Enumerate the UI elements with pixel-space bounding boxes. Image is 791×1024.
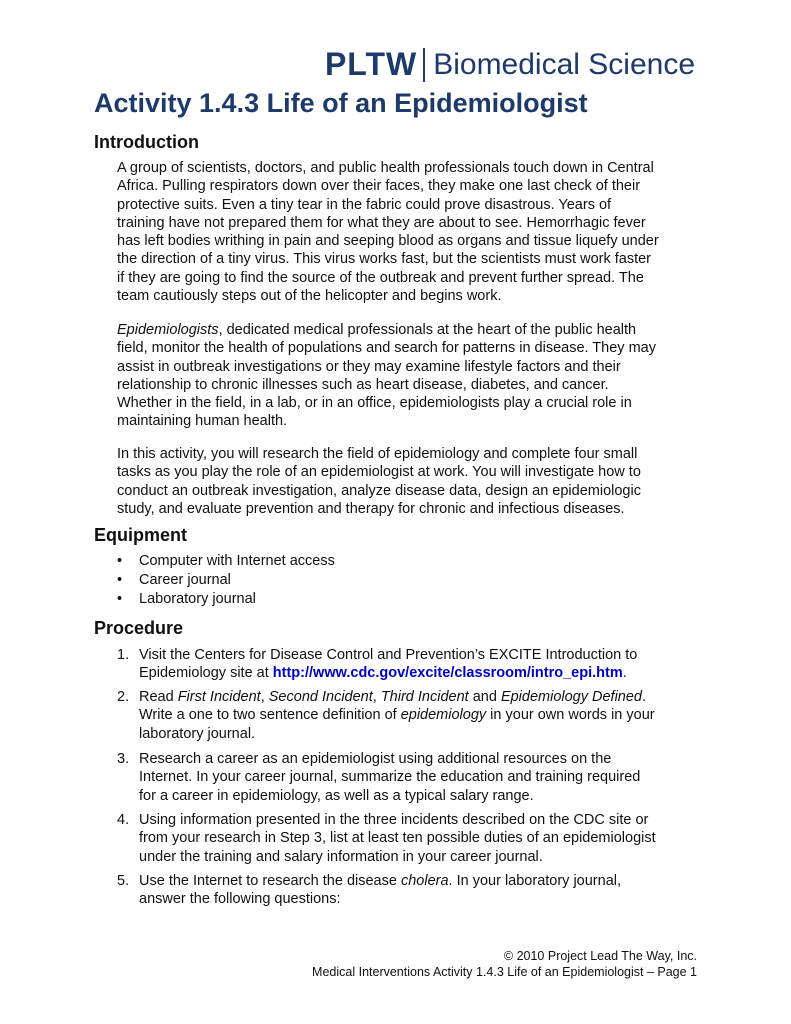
logo-brand: PLTW (324, 46, 418, 82)
text-line: Africa. Pulling respirators down over their faces, they make one last check of their (117, 178, 641, 195)
footer-copyright: © 2010 Project Lead The Way, Inc. (503, 949, 697, 963)
text-line: Epidemiologists, dedicated medical professionals at the heart of the public health (117, 322, 637, 338)
equipment-list (117, 552, 335, 609)
introduction-heading: Introduction (94, 132, 199, 152)
procedure-step-4 (117, 811, 707, 866)
text-line: the direction of a tiny virus. This virus works fast, but the scientists must work faster (117, 251, 652, 268)
text-line: for a career in epidemiology, as well as a typical salary range. (139, 787, 534, 804)
equipment-item: • Computer with Internet access (117, 552, 335, 571)
text-line: In this activity, you will research the field of epidemiology and complete four small (117, 446, 638, 462)
procedure-step-5 (117, 872, 707, 909)
text-line: maintaining human health. (117, 413, 288, 430)
text-line: Read First Incident, Second Incident, Third Incident and Epidemiology Defined. (139, 689, 647, 705)
step-number: 1. (117, 647, 130, 663)
step-number: 4. (117, 812, 130, 828)
text-line: tasks as you play the role of an epidemiologist at work. You will investigate how to (117, 464, 641, 481)
pltw-logo (325, 46, 695, 83)
text-line: Visit the Centers for Disease Control and Prevention’s EXCITE Introduction to (139, 647, 638, 663)
text-line: has left bodies writhing in pain and seeping blood as organs and tissue liquefy under (117, 233, 659, 250)
text-line: protective suits. Even a tiny tear in the fabric could prove disastrous. Years of (117, 196, 612, 213)
equipment-item: • Laboratory journal (117, 590, 335, 609)
step-item (117, 750, 707, 805)
text-line: Use the Internet to research the disease cholera. In your laboratory journal, (139, 873, 622, 889)
equipment-item: • Career journal (117, 571, 335, 590)
text-line: training have not prepared them for what they are about to see. Hemorrhagic fever (117, 214, 646, 231)
step-item (117, 872, 707, 909)
text-line: relationship to chronic illnesses such as heart disease, diabetes, and cancer. (117, 376, 609, 393)
text-line: if they are going to find the source of the outbreak and prevent further spread. The (117, 269, 644, 286)
text-line: from your research in Step 3, list at least ten possible duties of an epidemiologist (139, 830, 656, 847)
equipment-heading: Equipment (94, 525, 187, 545)
text-line: answer the following questions: (139, 891, 341, 908)
text-line: team cautiously steps out of the helicopter and begins work. (117, 288, 502, 305)
text-line: Using information presented in the three incidents described on the CDC site or (139, 812, 649, 828)
intro-paragraph-3 (117, 445, 707, 518)
text-line: under the training and salary information in your career journal. (139, 848, 543, 865)
step-item (117, 646, 707, 683)
text-line: Whether in the field, in a lab, or in an office, epidemiologists play a crucial role in (117, 395, 632, 412)
step-number: 5. (117, 873, 130, 889)
text-line: assist in outbreak investigations or they may examine lifestyle factors and their (117, 358, 621, 375)
text-line: conduct an outbreak investigation, analyze disease data, design an epidemiologic (117, 482, 641, 499)
intro-paragraph-1 (117, 159, 707, 305)
intro-paragraph-2 (117, 321, 707, 431)
footer-page-line: Medical Interventions Activity 1.4.3 Life of an Epidemiologist – Page 1 (312, 965, 697, 979)
procedure-step-1 (117, 646, 707, 683)
text-line: field, monitor the health of populations and search for patterns in disease. They may (117, 340, 656, 357)
text-line: Internet. In your career journal, summarize the education and training required (139, 769, 641, 786)
step-number: 2. (117, 689, 130, 705)
step-item (117, 688, 707, 743)
cdc-excite-link[interactable]: http://www.cdc.gov/excite/classroom/intro_epi.htm (272, 665, 623, 682)
text-line: Write a one to two sentence definition of epidemiology in your own words in your (139, 707, 655, 724)
text-line: A group of scientists, doctors, and public health professionals touch down in Central (117, 160, 654, 176)
step-number: 3. (117, 751, 130, 767)
text-line: study, and evaluate prevention and therapy for chronic and infectious diseases. (117, 500, 625, 517)
procedure-heading: Procedure (94, 618, 184, 638)
procedure-step-2 (117, 688, 707, 743)
page-title: Activity 1.4.3 Life of an Epidemiologist (94, 88, 588, 118)
logo-program: Biomedical Science (433, 47, 695, 81)
text-line: Research a career as an epidemiologist using additional resources on the (139, 751, 612, 767)
page-footer (312, 948, 697, 980)
text-line: Epidemiology site at http://www.cdc.gov/excite/classroom/intro_epi.htm. (139, 665, 627, 682)
step-item (117, 811, 707, 866)
logo-divider (423, 48, 425, 82)
term-epidemiologists: Epidemiologists (117, 322, 219, 338)
text-line: laboratory journal. (139, 725, 256, 742)
procedure-step-3 (117, 750, 707, 805)
